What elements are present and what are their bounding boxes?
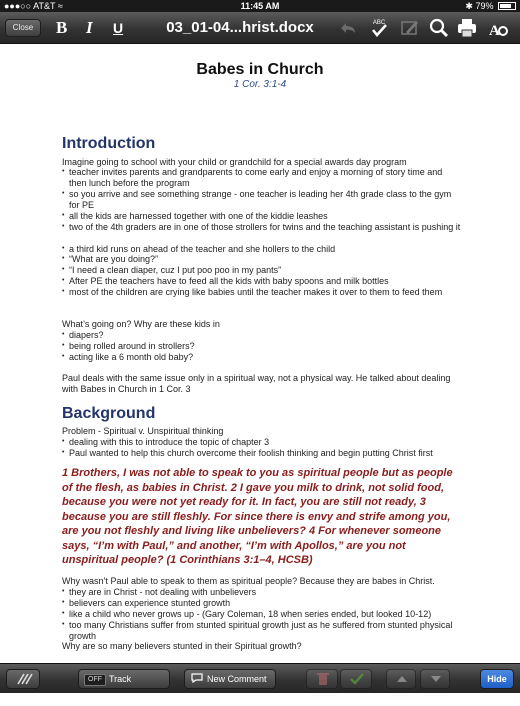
- edit-disabled-icon[interactable]: [398, 16, 422, 40]
- intro-bullet: • teacher invites parents and grandparents to come early and enjoy a morning of story time and then lunch before the program: [62, 167, 462, 188]
- background-heading: Background: [62, 405, 156, 422]
- spellcheck-icon[interactable]: [367, 16, 391, 40]
- document-heading: Babes in Church: [196, 61, 324, 78]
- document-filename: 03_01-04...hrist.docx: [166, 19, 314, 36]
- status-right: [465, 0, 516, 12]
- svg-text:A: A: [489, 23, 500, 39]
- question-paragraph: What’s going on? Why are these kids in: [62, 319, 220, 329]
- pages-button[interactable]: [6, 669, 40, 689]
- hide-button[interactable]: Hide: [480, 669, 514, 689]
- why-bullet: • like a child who never grows up - (Gary Coleman, 18 when series ended, but looked 10-12): [62, 609, 462, 620]
- bottom-toolbar: [0, 663, 520, 702]
- intro-bullet: • all the kids are harnessed together with one of the kiddie leashes: [62, 211, 462, 222]
- problem-paragraph: Problem - Spiritual v. Unspiritual thinking: [62, 426, 224, 436]
- next-icon: [421, 670, 451, 688]
- delete-icon: [307, 670, 339, 688]
- intro-paragraph: Imagine going to school with your child or grandchild for a special awards day program: [62, 157, 407, 167]
- text-settings-icon[interactable]: [485, 16, 509, 40]
- close-button[interactable]: Close: [5, 19, 41, 37]
- carrier-label: ●●●○○ AT&T ≈: [4, 1, 63, 11]
- underline-button[interactable]: U: [113, 20, 124, 36]
- battery-icon: [498, 2, 516, 10]
- problem-bullet: • Paul wanted to help this church overcome their foolish thinking and begin putting Christ first: [62, 448, 462, 459]
- question-bullet: • acting like a 6 month old baby?: [62, 352, 462, 363]
- intro-bullet: • two of the 4th graders are in one of those strollers for twins and the teaching assistant is pushing it: [62, 222, 462, 233]
- intro-bullet: • a third kid runs on ahead of the teacher and she hollers to the child: [62, 244, 462, 255]
- question-bullet: • diapers?: [62, 330, 462, 341]
- why-paragraph: Why wasn’t Paul able to speak to them as spiritual people? Because they are babes in Christ.: [62, 576, 435, 586]
- track-changes-button[interactable]: [78, 669, 170, 702]
- battery-percent: 79%: [475, 1, 494, 11]
- intro-bullet: • so you arrive and see something strange - one teacher is leading her 4th grade class to the gym for PE: [62, 189, 462, 210]
- why-bullet: • believers can experience stunted growth: [62, 598, 462, 609]
- intro-bullet: • After PE the teachers have to feed all the kids with baby spoons and milk bottles: [62, 276, 462, 287]
- accept-icon: [341, 670, 373, 688]
- spellcheck-label: ABC: [372, 20, 386, 26]
- problem-bullet: • dealing with this to introduce the topic of chapter 3: [62, 437, 462, 448]
- comment-icon: [191, 673, 203, 683]
- new-comment-button[interactable]: [184, 669, 276, 689]
- undo-icon[interactable]: [336, 16, 360, 40]
- next-button[interactable]: [420, 669, 450, 689]
- intro-bullet: • most of the children are crying like babies until the teacher makes it over to them to feed them: [62, 287, 462, 298]
- print-icon[interactable]: [455, 16, 479, 40]
- final-paragraph: Why are so many believers stunted in their Spiritual growth?: [62, 641, 302, 651]
- paul-paragraph: Paul deals with the same issue only in a spiritual way, not a physical way. He talked about dealing with Babes in Church in 1 Cor. 3: [62, 373, 451, 394]
- status-bar: [0, 0, 520, 12]
- italic-button[interactable]: I: [86, 18, 93, 37]
- previous-button[interactable]: [386, 669, 416, 689]
- pages-icon: [7, 670, 41, 688]
- new-comment-label: New Comment: [207, 674, 267, 684]
- intro-bullet: • “I need a clean diaper, cuz I put poo poo in my pants”: [62, 265, 462, 276]
- track-changes-label: Track Changes: [84, 674, 132, 702]
- introduction-heading: Introduction: [62, 135, 156, 152]
- why-bullet: • they are in Christ - not dealing with unbelievers: [62, 587, 462, 598]
- accept-button[interactable]: [340, 669, 372, 689]
- delete-button[interactable]: [306, 669, 338, 689]
- why-bullet: • too many Christians suffer from stunted spiritual growth just as he suffered from stunted physical growth: [62, 620, 462, 641]
- previous-icon: [387, 670, 417, 688]
- track-changes-off-badge: OFF: [84, 674, 106, 686]
- document-toolbar: [0, 12, 520, 44]
- battery-level: [500, 4, 511, 8]
- question-bullet: • being rolled around in strollers?: [62, 341, 462, 352]
- scripture-quote: 1 Brothers, I was not able to speak to you as spiritual people but as people of the flesh, as babies in Christ. 2 I gave you milk to drink, not solid food, because you were not yet ready for it. In fact, you are still not ready, 3 because you are still fleshly. For since there is envy and strife among you, are you not fleshly and living like unbelievers? 4 For whenever someone says, “I’m with Paul,” and another, “I’m with Apollos,” are you not unspiritual people? (1 Corinthians 3:1–4, HCSB): [62, 467, 453, 566]
- bold-button[interactable]: B: [56, 18, 68, 37]
- intro-bullet: • “What are you doing?”: [62, 254, 462, 265]
- search-icon[interactable]: [427, 16, 451, 40]
- bluetooth-icon: ✱: [465, 1, 473, 11]
- clock: 11:45 AM: [240, 1, 280, 11]
- document-subtitle: 1 Cor. 3:1-4: [233, 79, 287, 90]
